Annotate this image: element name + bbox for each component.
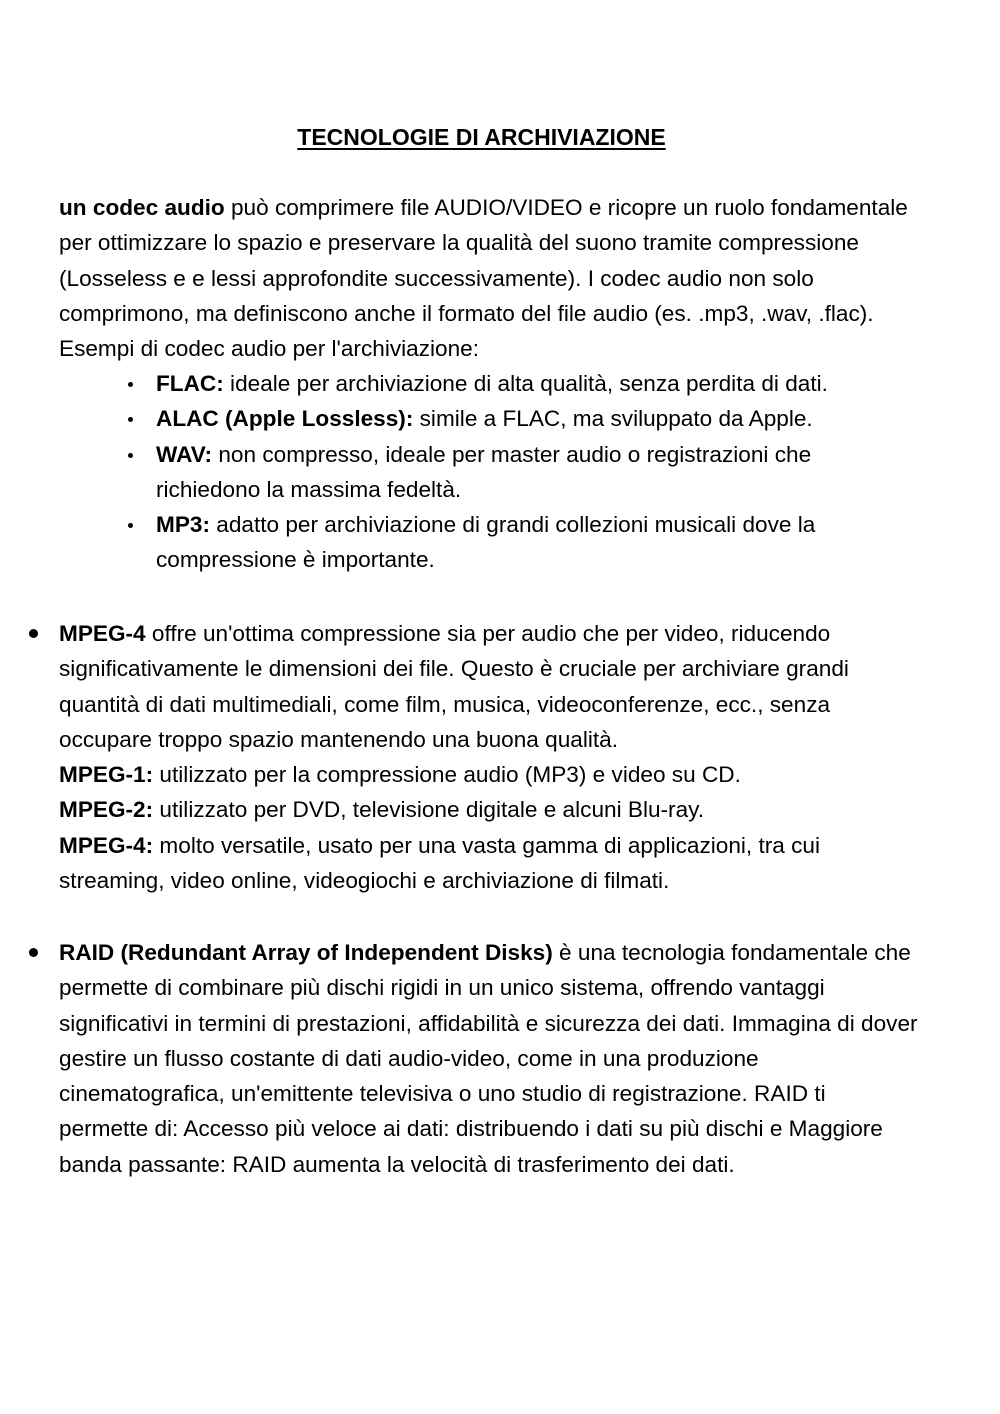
mpeg-item xyxy=(59,757,919,792)
intro-paragraph xyxy=(59,190,919,366)
codec-label: MP3: xyxy=(156,512,210,538)
codec-text: adatto per archiviazione di grandi collezioni musicali dove la compressione è importante. xyxy=(156,512,816,573)
codec-label: FLAC: xyxy=(156,371,224,396)
raid-lead: RAID (Redundant Array of Independent Disks) xyxy=(59,940,553,965)
bullet-icon xyxy=(128,417,133,422)
codec-label: WAV: xyxy=(156,441,213,467)
bullet-icon xyxy=(128,523,133,528)
mpeg-item-text: utilizzato per DVD, televisione digitale e alcuni Blu-ray. xyxy=(153,797,705,823)
raid-text: è una tecnologia fondamentale che permette di combinare più dischi rigidi in un unico sistema, offrendo vantaggi significativi in termini di prestazioni, affidabilità e sicurezza dei dati. Immagina di dover gestire un flusso costante di dati audio-video, come in una produzione cinematografica, un'emittente televisiva o uno studio di registrazione. RAID ti permette di: Accesso più veloce ai dati: distribuendo i dati su più dischi e Maggiore banda passante: RAID aumenta la velocità di trasferimento dei dati. xyxy=(59,940,918,1177)
list-item xyxy=(156,401,916,436)
list-item xyxy=(156,366,916,401)
mpeg-item-text: molto versatile, usato per una vasta gamma di applicazioni, tra cui streaming, video online, videogiochi e archiviazione di filmati. xyxy=(59,832,821,894)
intro-text: può comprimere file AUDIO/VIDEO e ricopre un ruolo fondamentale per ottimizzare lo spazio e preservare la qualità del suono tramite compressione (Losseless e e lessi approfondite successivamente). I codec audio non solo comprimono, ma definiscono anche il formato del file audio (es. .mp3, .wav, .flac). Esempi di codec audio per l'archiviazione: xyxy=(59,195,908,362)
codec-list xyxy=(156,366,916,578)
mpeg-item-text: utilizzato per la compressione audio (MP3) e video su CD. xyxy=(153,762,741,788)
raid-paragraph xyxy=(59,935,919,1182)
codec-text: non compresso, ideale per master audio o registrazioni che richiedono la massima fedeltà. xyxy=(156,441,812,502)
bullet-icon xyxy=(128,382,133,387)
codec-text: simile a FLAC, ma sviluppato da Apple. xyxy=(413,406,813,432)
mpeg-item-label: MPEG-1: xyxy=(59,762,154,788)
list-item xyxy=(156,507,916,578)
document-title: TECNOLOGIE DI ARCHIVIAZIONE xyxy=(297,124,666,150)
codec-text: ideale per archiviazione di alta qualità, senza perdita di dati. xyxy=(223,371,828,396)
mpeg-item xyxy=(59,792,919,827)
mpeg-item-label: MPEG-2: xyxy=(59,797,154,823)
mpeg-text: offre un'ottima compressione sia per audio che per video, riducendo significativamente le dimensioni dei file. Questo è cruciale per archiviare grandi quantità di dati multimediali, come film, musica, videoconferenze, ecc., senza occupare troppo spazio mantenendo una buona qualità. xyxy=(59,621,849,752)
mpeg-item xyxy=(59,828,919,899)
bullet-icon xyxy=(29,948,38,957)
bullet-icon xyxy=(128,453,133,458)
list-item xyxy=(156,437,916,508)
mpeg-paragraph xyxy=(59,616,919,757)
mpeg-item-label: MPEG-4: xyxy=(59,832,154,858)
codec-label: ALAC (Apple Lossless): xyxy=(156,406,414,432)
mpeg-lead: MPEG-4 xyxy=(59,621,146,646)
intro-lead: un codec audio xyxy=(59,195,225,220)
mpeg-section xyxy=(59,616,919,898)
bullet-icon xyxy=(29,629,38,638)
